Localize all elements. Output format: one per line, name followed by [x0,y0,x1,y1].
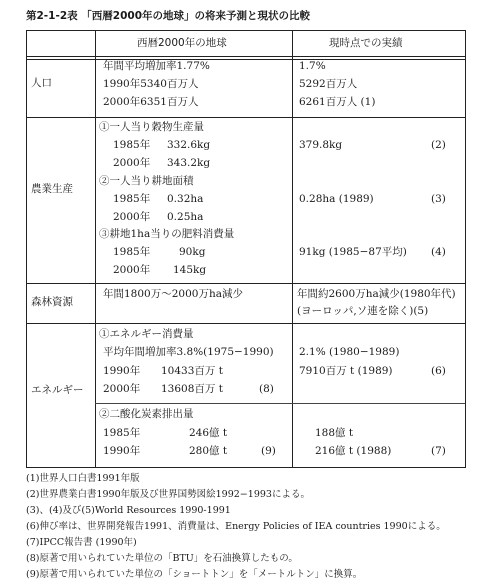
fertilizer-year-2000: 2000年 [113,264,151,276]
header-forecast: 西暦2000年の地球 [137,37,227,49]
co2-year-1990: 1990年 [103,445,141,457]
co2-ref: (7) [431,445,446,457]
population-forecast-1990: 1990年5340百万人 [103,78,199,90]
grain-value-1985: 332.6kg [167,139,211,151]
footnote-3-5: (3)、(4)及び(5)World Resources 1990-1991 [26,505,231,516]
co2-actual-value: 188億 t [315,427,354,439]
fertilizer-heading: ③耕地1ha当りの肥料消費量 [99,228,235,240]
fertilizer-year-1985: 1985年 [113,246,151,258]
forest-forecast: 年間1800万〜2000万ha減少 [103,288,243,300]
forest-actual-line1: 年間約2600万ha減少(1980年代) [297,288,456,300]
co2-actual-1988: 216億 t (1988) [315,445,392,457]
grain-heading: ①一人当り穀物生産量 [99,121,204,133]
fertilizer-value-1985: 90kg [179,246,206,258]
energy-consumption-rate: 平均年間増加率3.8%(1975−1990) [103,346,274,358]
population-forecast-rate: 年間平均増加率1.77% [103,60,210,72]
row-label-energy: エネルギー [31,384,84,396]
table-title: 第2-1-2表 「西暦2000年の地球」の将来予測と現状の比較 [26,10,311,22]
co2-value-1990: 280億 t [189,445,228,457]
footnote-6: (6)伸び率は、世界開発報告1991、消費量は、Energy Policies of IEA countries 1990による。 [26,521,446,532]
row-rule [27,283,465,284]
energy-consumption-heading: ①エネルギー消費量 [99,328,194,340]
energy-actual-rate: 2.1% (1980−1989) [299,346,400,358]
footnote-2: (2)世界農業白書1990年版及び世界国勢図絵1992−1993による。 [26,489,310,500]
column-divider-label [95,31,96,467]
fertilizer-actual: 91kg (1985−87平均) [299,246,407,258]
footnote-9: (9)原著で用いられていた単位の「ショートトン」を「メートルトン」に換算。 [26,569,363,580]
energy-year-2000: 2000年 [103,383,141,395]
co2-year-1985: 1985年 [103,427,141,439]
column-divider-forecast [292,31,293,467]
co2-note-9: (9) [261,445,276,457]
grain-value-2000: 343.2kg [167,157,211,169]
population-actual-rate: 1.7% [299,60,326,72]
forest-actual-line2: (ヨーロッパ,ソ連を除く)(5) [297,305,429,317]
energy-note-8: (8) [259,383,274,395]
land-value-2000: 0.25ha [167,211,204,223]
footnote-7: (7)IPCC報告書 (1990年) [26,537,137,548]
header-actual: 現時点での実績 [329,37,403,49]
subrow-rule [95,403,465,404]
grain-actual: 379.8kg [299,139,343,151]
comparison-table [26,30,466,468]
energy-value-2000: 13608百万 t [161,383,223,395]
grain-ref: (2) [431,139,446,151]
co2-heading: ②二酸化炭素排出量 [99,408,194,420]
land-ref: (3) [431,193,446,205]
grain-year-2000: 2000年 [113,157,151,169]
fertilizer-ref: (4) [431,246,446,258]
land-actual: 0.28ha (1989) [299,193,374,205]
population-actual-2000: 6261百万人 (1) [299,96,376,108]
population-actual-1990: 5292百万人 [299,78,358,90]
grain-year-1985: 1985年 [113,139,151,151]
row-label-agriculture: 農業生産 [31,183,73,195]
population-forecast-2000: 2000年6351百万人 [103,96,199,108]
energy-actual-value: 7910百万 t (1989) [299,365,393,377]
land-heading: ②一人当り耕地面積 [99,175,194,187]
row-label-population: 人口 [31,77,52,89]
land-value-1985: 0.32ha [167,193,204,205]
row-rule [27,117,465,118]
energy-ref: (6) [431,365,446,377]
row-rule [27,323,465,324]
header-rule [27,56,465,60]
land-year-2000: 2000年 [113,211,151,223]
footnote-8: (8)原著で用いられていた単位の「BTU」を石油換算したもの。 [26,553,298,564]
co2-value-1985: 246億 t [189,427,228,439]
energy-value-1990: 10433百万 t [161,365,223,377]
land-year-1985: 1985年 [113,193,151,205]
row-label-forest: 森林資源 [31,296,73,308]
fertilizer-value-2000: 145kg [173,264,207,276]
energy-year-1990: 1990年 [103,365,141,377]
footnote-1: (1)世界人口白書1991年版 [26,473,140,484]
